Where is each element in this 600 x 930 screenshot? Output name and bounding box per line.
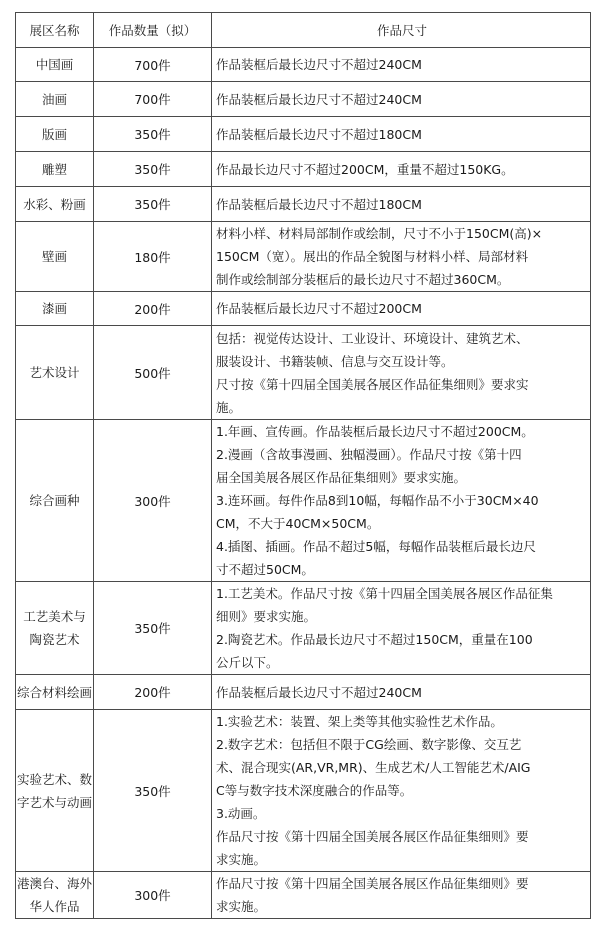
work-size-line: 2.陶瓷艺术。作品最长边尺寸不超过150CM，重量在100: [216, 632, 533, 647]
work-size-line: 4.插图、插画。作品不超过5幅，每幅作品装框后最长边尺: [216, 539, 536, 554]
exhibition-name: 艺术设计: [29, 365, 80, 380]
work-size-line: 公斤以下。: [216, 655, 279, 670]
work-size-line: 寸不超过50CM。: [216, 562, 314, 577]
table-row: [16, 326, 591, 420]
header-exhibition-name: 展区名称: [16, 13, 94, 48]
work-size-cell: [212, 420, 591, 582]
work-size-line: 包括：视觉传达设计、工业设计、环境设计、建筑艺术、: [216, 330, 529, 346]
work-size-line: 2.漫画（含故事漫画、独幅漫画）。作品尺寸按《第十四: [216, 447, 522, 462]
work-size-line: 作品装框后最长边尺寸不超过180CM: [216, 196, 422, 212]
work-count: 200件: [94, 292, 212, 326]
exhibition-name: 壁画: [41, 249, 67, 264]
exhibition-name-cell: [16, 710, 94, 872]
exhibition-name: 华人作品: [29, 899, 80, 914]
exhibition-name-cell: [16, 48, 94, 82]
work-size-line: 作品装框后最长边尺寸不超过240CM: [216, 91, 422, 107]
work-size-line: 求实施。: [216, 852, 267, 867]
work-size-line: 1.实验艺术：装置、架上类等其他实验性艺术作品。: [216, 714, 503, 729]
work-size-cell: [212, 675, 591, 710]
table-row: [16, 420, 591, 582]
exhibition-name: 版画: [41, 126, 67, 142]
header-work-size: 作品尺寸: [212, 13, 591, 48]
exhibition-name-cell: [16, 117, 94, 152]
work-count: 350件: [94, 582, 212, 675]
exhibition-name: 陶瓷艺术: [29, 632, 80, 647]
work-count: 300件: [94, 420, 212, 582]
work-size-line: 求实施。: [216, 899, 267, 914]
work-size-cell: [212, 152, 591, 187]
exhibition-name-cell: [16, 675, 94, 710]
work-size-line: CM，不大于40CM×50CM。: [216, 516, 380, 531]
table-row: [16, 82, 591, 117]
work-size-line: 尺寸按《第十四届全国美展各展区作品征集细则》要求实: [216, 376, 529, 392]
work-count: 350件: [94, 117, 212, 152]
work-size-line: 作品装框后最长边尺寸不超过240CM: [216, 57, 422, 72]
exhibition-name-cell: [16, 152, 94, 187]
work-size-line: 作品最长边尺寸不超过200CM，重量不超过150KG。: [216, 161, 514, 177]
table-body: [16, 48, 591, 919]
work-size-line: 细则》要求实施。: [216, 609, 317, 624]
work-size-line: 作品装框后最长边尺寸不超过200CM: [216, 301, 422, 316]
work-size-line: 制作或绘制部分装框后的最长边尺寸不超过360CM。: [216, 272, 510, 287]
table-row: [16, 710, 591, 872]
table-row: [16, 152, 591, 187]
exhibition-name: 水彩、粉画: [23, 196, 86, 212]
exhibition-name: 字艺术与动画: [16, 794, 92, 810]
table-row: [16, 117, 591, 152]
exhibition-name-cell: [16, 82, 94, 117]
work-size-line: C等与数字技术深度融合的作品等。: [216, 783, 413, 798]
work-size-line: 3.动画。: [216, 806, 266, 821]
work-size-cell: [212, 117, 591, 152]
work-size-line: 作品装框后最长边尺寸不超过180CM: [216, 126, 422, 142]
table-header: [16, 13, 591, 48]
table-row: [16, 292, 591, 326]
exhibition-name: 实验艺术、数: [16, 771, 92, 787]
work-size-line: 1.年画、宣传画。作品装框后最长边尺寸不超过200CM。: [216, 424, 534, 439]
work-size-cell: [212, 48, 591, 82]
work-count: 200件: [94, 675, 212, 710]
work-size-cell: [212, 82, 591, 117]
exhibition-name: 油画: [41, 91, 67, 107]
exhibition-name-cell: [16, 222, 94, 292]
table-row: [16, 872, 591, 919]
work-count: 350件: [94, 710, 212, 872]
exhibition-name-cell: [16, 582, 94, 675]
work-size-cell: [212, 222, 591, 292]
work-size-cell: [212, 710, 591, 872]
table-row: [16, 675, 591, 710]
exhibition-name-cell: [16, 292, 94, 326]
exhibition-name: 综合材料绘画: [16, 684, 92, 700]
exhibition-name: 雕塑: [41, 161, 67, 177]
exhibition-name: 综合画种: [29, 493, 80, 508]
work-size-line: 作品尺寸按《第十四届全国美展各展区作品征集细则》要: [216, 829, 529, 844]
work-count: 300件: [94, 872, 212, 919]
header-work-count: 作品数量（拟）: [94, 13, 212, 48]
exhibition-name: 中国画: [35, 57, 74, 72]
work-size-cell: [212, 872, 591, 919]
work-size-line: 作品装框后最长边尺寸不超过240CM: [216, 684, 422, 700]
exhibition-name: 漆画: [41, 301, 67, 316]
exhibition-name: 港澳台、海外: [16, 876, 92, 891]
work-size-line: 150CM（宽）。展出的作品全貌图与材料小样、局部材料: [216, 249, 529, 264]
work-size-cell: [212, 582, 591, 675]
work-count: 350件: [94, 187, 212, 222]
work-size-line: 施。: [216, 399, 242, 415]
work-size-line: 作品尺寸按《第十四届全国美展各展区作品征集细则》要: [216, 876, 529, 891]
work-size-line: 服装设计、书籍装帧、信息与交互设计等。: [216, 353, 454, 369]
table-row: [16, 187, 591, 222]
exhibition-name-cell: [16, 872, 94, 919]
work-size-line: 1.工艺美术。作品尺寸按《第十四届全国美展各展区作品征集: [216, 586, 553, 601]
exhibition-table: [15, 12, 591, 919]
work-size-cell: [212, 187, 591, 222]
exhibition-name-cell: [16, 326, 94, 420]
table-row: [16, 582, 591, 675]
work-size-line: 材料小样、材料局部制作或绘制，尺寸不小于150CM(高)×: [216, 226, 543, 241]
work-count: 700件: [94, 82, 212, 117]
table-row: [16, 222, 591, 292]
work-count: 180件: [94, 222, 212, 292]
work-count: 700件: [94, 48, 212, 82]
work-size-cell: [212, 326, 591, 420]
work-size-line: 3.连环画。每件作品8到10幅，每幅作品不小于30CM×40: [216, 493, 539, 508]
work-size-line: 届全国美展各展区作品征集细则》要求实施。: [216, 470, 467, 485]
work-size-line: 术、混合现实(AR,VR,MR)、生成艺术/人工智能艺术/AIG: [216, 760, 531, 775]
work-count: 500件: [94, 326, 212, 420]
work-size-line: 2.数字艺术：包括但不限于CG绘画、数字影像、交互艺: [216, 737, 522, 752]
exhibition-name: 工艺美术与: [23, 609, 86, 624]
exhibition-name-cell: [16, 187, 94, 222]
work-size-cell: [212, 292, 591, 326]
exhibition-name-cell: [16, 420, 94, 582]
work-count: 350件: [94, 152, 212, 187]
table-row: [16, 48, 591, 82]
